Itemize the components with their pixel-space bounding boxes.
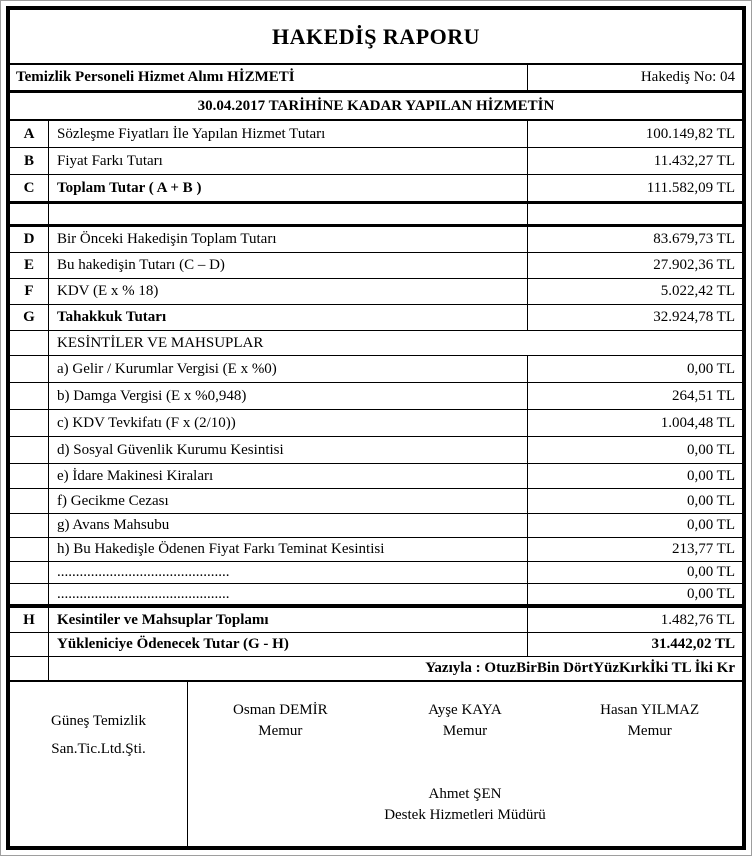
contractor-name-line1: Güneş Temizlik (51, 713, 146, 729)
row-value: 0,00 TL (686, 517, 735, 534)
row-letter (10, 204, 49, 224)
report-frame (6, 6, 746, 850)
row-label: h) Bu Hakedişle Ödenen Fiyat Farkı Teminat Kesintisi (49, 538, 528, 561)
row-letter (10, 489, 49, 513)
row-letter: D (10, 227, 49, 252)
row-value: 1.482,76 TL (660, 611, 735, 628)
approver-title: Destek Hizmetleri Müdürü (384, 807, 546, 823)
table-row-f (10, 279, 742, 304)
row-letter: B (10, 148, 49, 174)
row-label: Toplam Tutar ( A + B ) (49, 175, 528, 201)
row-label: Yükleniciye Ödenecek Tutar (G - H) (49, 633, 528, 656)
row-letter (10, 464, 49, 488)
table-row-g (10, 305, 742, 330)
table-row-h-total (10, 608, 742, 632)
table-row-deduction-f (10, 489, 742, 513)
contractor-signature (10, 682, 188, 846)
row-value: 0,00 TL (686, 360, 735, 377)
row-label: d) Sosyal Güvenlik Kurumu Kesintisi (49, 437, 528, 463)
row-label: Bir Önceki Hakedişin Toplam Tutarı (49, 227, 528, 252)
table-row-deduction-b (10, 383, 742, 409)
row-value: 0,00 TL (686, 564, 735, 581)
row-label: Kesintiler ve Mahsuplar Toplamı (49, 608, 528, 632)
row-value: 5.022,42 TL (660, 283, 735, 300)
deductions-header: KESİNTİLER VE MAHSUPLAR (57, 334, 264, 351)
hakedis-number: Hakediş No: 04 (640, 69, 735, 85)
row-label: b) Damga Vergisi (E x %0,948) (49, 383, 528, 409)
row-value: 31.442,02 TL (651, 636, 735, 653)
table-row-empty (10, 204, 742, 224)
row-letter (10, 562, 49, 583)
table-row-deduction-a (10, 356, 742, 382)
row-letter (10, 383, 49, 409)
row-value: 100.149,82 TL (645, 125, 735, 142)
row-value: 32.924,78 TL (653, 309, 735, 326)
row-value: 1.004,48 TL (660, 414, 735, 431)
row-letter (10, 437, 49, 463)
table-row-deduction-c (10, 410, 742, 436)
table-row-e (10, 253, 742, 278)
officer-name: Ayşe KAYA (428, 702, 502, 718)
amount-in-words-row (10, 657, 742, 680)
officer-signature-2 (373, 700, 558, 742)
table-row-c (10, 175, 742, 201)
row-letter (10, 356, 49, 382)
row-label: c) KDV Tevkifatı (F x (2/10)) (49, 410, 528, 436)
row-letter: C (10, 175, 49, 201)
deductions-header-row (10, 331, 742, 355)
signature-section (10, 682, 742, 846)
row-letter (10, 657, 49, 680)
officer-title: Memur (258, 723, 303, 739)
officer-name: Osman DEMİR (233, 702, 328, 718)
row-value: 111.582,09 TL (646, 179, 735, 196)
row-value: 213,77 TL (671, 541, 735, 558)
row-value: 264,51 TL (671, 387, 735, 404)
row-label: Bu hakedişin Tutarı (C – D) (49, 253, 528, 278)
officer-title: Memur (627, 723, 672, 739)
row-value: 0,00 TL (686, 492, 735, 509)
row-letter: E (10, 253, 49, 278)
officer-signature-1 (188, 700, 373, 742)
table-row-deduction-blank2 (10, 584, 742, 604)
table-row-deduction-g (10, 514, 742, 537)
table-row-a (10, 121, 742, 147)
row-label (49, 204, 528, 224)
row-letter (10, 538, 49, 561)
officer-signature-3 (557, 700, 742, 742)
table-row-payable (10, 633, 742, 656)
row-letter: A (10, 121, 49, 147)
row-value: 0,00 TL (686, 467, 735, 484)
row-letter (10, 584, 49, 604)
row-letter (10, 331, 49, 355)
row-letter (10, 514, 49, 537)
row-label: Fiyat Farkı Tutarı (49, 148, 528, 174)
row-label: f) Gecikme Cezası (49, 489, 528, 513)
table-row-deduction-d (10, 437, 742, 463)
row-label: a) Gelir / Kurumlar Vergisi (E x %0) (49, 356, 528, 382)
row-label: .............................................. (49, 562, 528, 583)
amount-in-words: Yazıyla : OtuzBirBin DörtYüzKırkİki TL İki Kr (425, 660, 735, 677)
row-value: 27.902,36 TL (653, 257, 735, 274)
table-row-b (10, 148, 742, 174)
row-value (528, 204, 742, 224)
row-value: 83.679,73 TL (653, 231, 735, 248)
row-label: Sözleşme Fiyatları İle Yapılan Hizmet Tutarı (49, 121, 528, 147)
row-label: KDV (E x % 18) (49, 279, 528, 304)
subject-row (10, 65, 742, 90)
row-value: 11.432,27 TL (653, 152, 735, 169)
table-row-d (10, 227, 742, 252)
period-header: 30.04.2017 TARİHİNE KADAR YAPILAN HİZMETİN (197, 97, 555, 114)
officer-name: Hasan YILMAZ (600, 702, 700, 718)
table-row-deduction-h (10, 538, 742, 561)
row-label: Tahakkuk Tutarı (49, 305, 528, 330)
table-row-deduction-e (10, 464, 742, 488)
officer-title: Memur (442, 723, 488, 739)
row-letter: H (10, 608, 49, 632)
table-row-deduction-blank1 (10, 562, 742, 583)
row-value: 0,00 TL (686, 585, 735, 602)
contractor-name-line2: San.Tic.Ltd.Şti. (51, 740, 146, 757)
row-letter (10, 633, 49, 656)
row-letter: F (10, 279, 49, 304)
page-title: HAKEDİŞ RAPORU (271, 23, 481, 49)
approver-signature (188, 784, 742, 826)
row-label: e) İdare Makinesi Kiraları (49, 464, 528, 488)
row-letter (10, 410, 49, 436)
row-value: 0,00 TL (686, 441, 735, 458)
service-subject: Temizlik Personeli Hizmet Alımı HİZMETİ (10, 65, 528, 90)
row-label: .............................................. (49, 584, 528, 604)
officer-signatures (188, 700, 742, 742)
row-letter: G (10, 305, 49, 330)
officials-signature-area (188, 682, 742, 846)
row-label: g) Avans Mahsubu (49, 514, 528, 537)
approver-name: Ahmet ŞEN (428, 786, 502, 802)
